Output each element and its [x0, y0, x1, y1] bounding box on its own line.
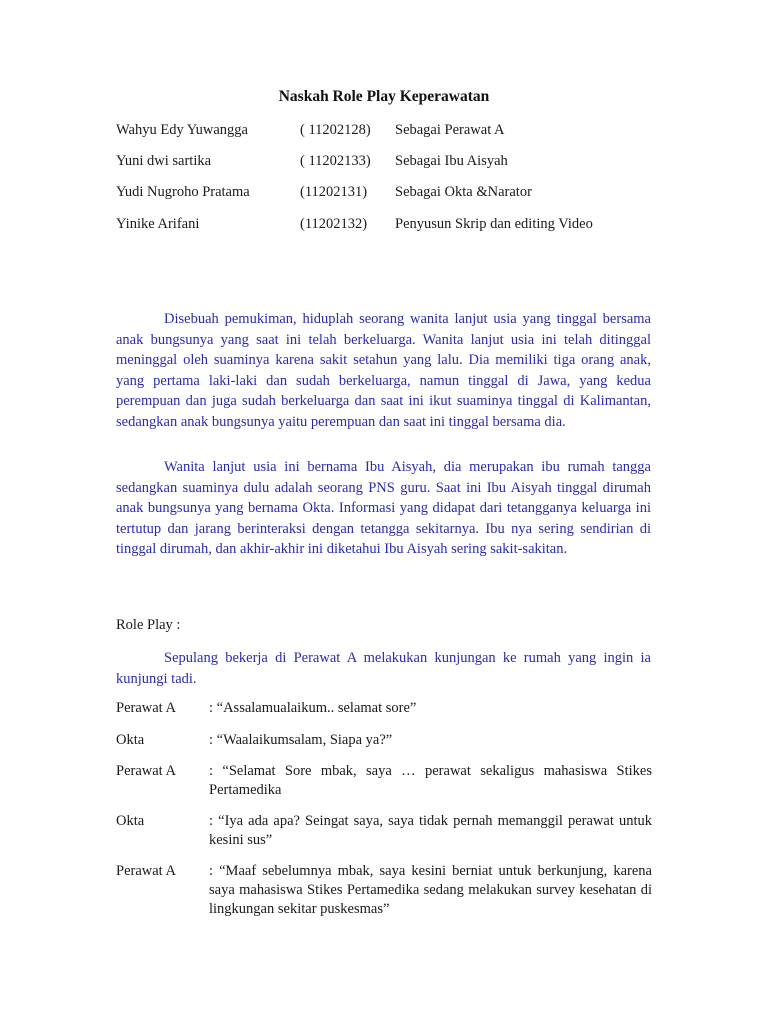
roleplay-label: Role Play :: [116, 617, 181, 633]
dialogue-line: [116, 699, 652, 718]
dialogue-line: [116, 762, 652, 800]
member-role: Penyusun Skrip dan editing Video: [395, 216, 593, 232]
member-role: Sebagai Ibu Aisyah: [395, 153, 508, 169]
dialogue-line: [116, 731, 652, 750]
dialogue-speaker: Perawat A: [116, 700, 176, 716]
member-name: Yudi Nugroho Pratama: [116, 184, 250, 200]
dialogue-text: : “Maaf sebelumnya mbak, saya kesini berniat untuk berkunjung, karena saya mahasiswa Stikes Pertamedika sedang melakukan survey kesehatan di lingkungan sekitar puskesmas”: [209, 863, 652, 917]
member-id: (11202132): [300, 216, 368, 232]
member-name: Yuni dwi sartika: [116, 153, 212, 169]
member-id: ( 11202128): [300, 122, 371, 138]
member-name: Yinike Arifani: [116, 216, 200, 232]
dialogue-line: [116, 862, 652, 919]
dialogue-text: : “Iya ada apa? Seingat saya, saya tidak pernah memanggil perawat untuk kesini sus”: [209, 813, 652, 848]
narrative-paragraph: Wanita lanjut usia ini bernama Ibu Aisyah, dia merupakan ibu rumah tangga sedangkan suaminya dulu adalah seorang PNS guru. Saat ini Ibu Aisyah tinggal dirumah anak bungsunya yang bernama Okta. Informasi yang didapat dari tetangganya keluarga ini tertutup dan jarang berinteraksi dengan tetangga sekitarnya. Ibu nya sering sendirian di tinggal dirumah, dan akhir-akhir ini diketahui Ibu Aisyah sering sakit-sakitan.: [116, 459, 651, 557]
dialogue-text: : “Waalaikumsalam, Siapa ya?”: [209, 732, 393, 748]
member-row: [116, 153, 676, 173]
dialogue-speaker: Okta: [116, 813, 145, 829]
roleplay-intro: Sepulang bekerja di Perawat A melakukan kunjungan ke rumah yang ingin ia kunjungi tadi.: [116, 650, 651, 687]
member-id: ( 11202133): [300, 153, 371, 169]
dialogue-speaker: Okta: [116, 732, 145, 748]
dialogue-line: [116, 812, 652, 850]
narrative-paragraph: Disebuah pemukiman, hiduplah seorang wanita lanjut usia yang tinggal bersama anak bungsunya yang saat ini telah berkeluarga. Wanita lanjut usia ini telah ditinggal meninggal oleh suaminya karena sakit setahun yang lalu. Dia memiliki tiga orang anak, yang pertama laki-laki dan sudah berkeluarga, namun tinggal di Jawa, yang kedua perempuan dan juga sudah berkeluarga dan saat ini ikut suaminya tinggal di Kalimantan, sedangkan anak bungsunya yaitu perempuan dan saat ini tinggal bersama dia.: [116, 311, 651, 430]
member-row: [116, 122, 676, 142]
member-row: [116, 184, 676, 204]
member-role: Sebagai Perawat A: [395, 122, 505, 138]
member-row: [116, 216, 676, 236]
dialogue-speaker: Perawat A: [116, 763, 176, 779]
dialogue-text: : “Selamat Sore mbak, saya … perawat sekaligus mahasiswa Stikes Pertamedika: [209, 763, 652, 798]
member-id: (11202131): [300, 184, 368, 200]
dialogue-text: : “Assalamualaikum.. selamat sore”: [209, 700, 417, 716]
member-name: Wahyu Edy Yuwangga: [116, 122, 248, 138]
document-title: Naskah Role Play Keperawatan: [278, 88, 490, 105]
dialogue-speaker: Perawat A: [116, 863, 176, 879]
member-role: Sebagai Okta &Narator: [395, 184, 532, 200]
